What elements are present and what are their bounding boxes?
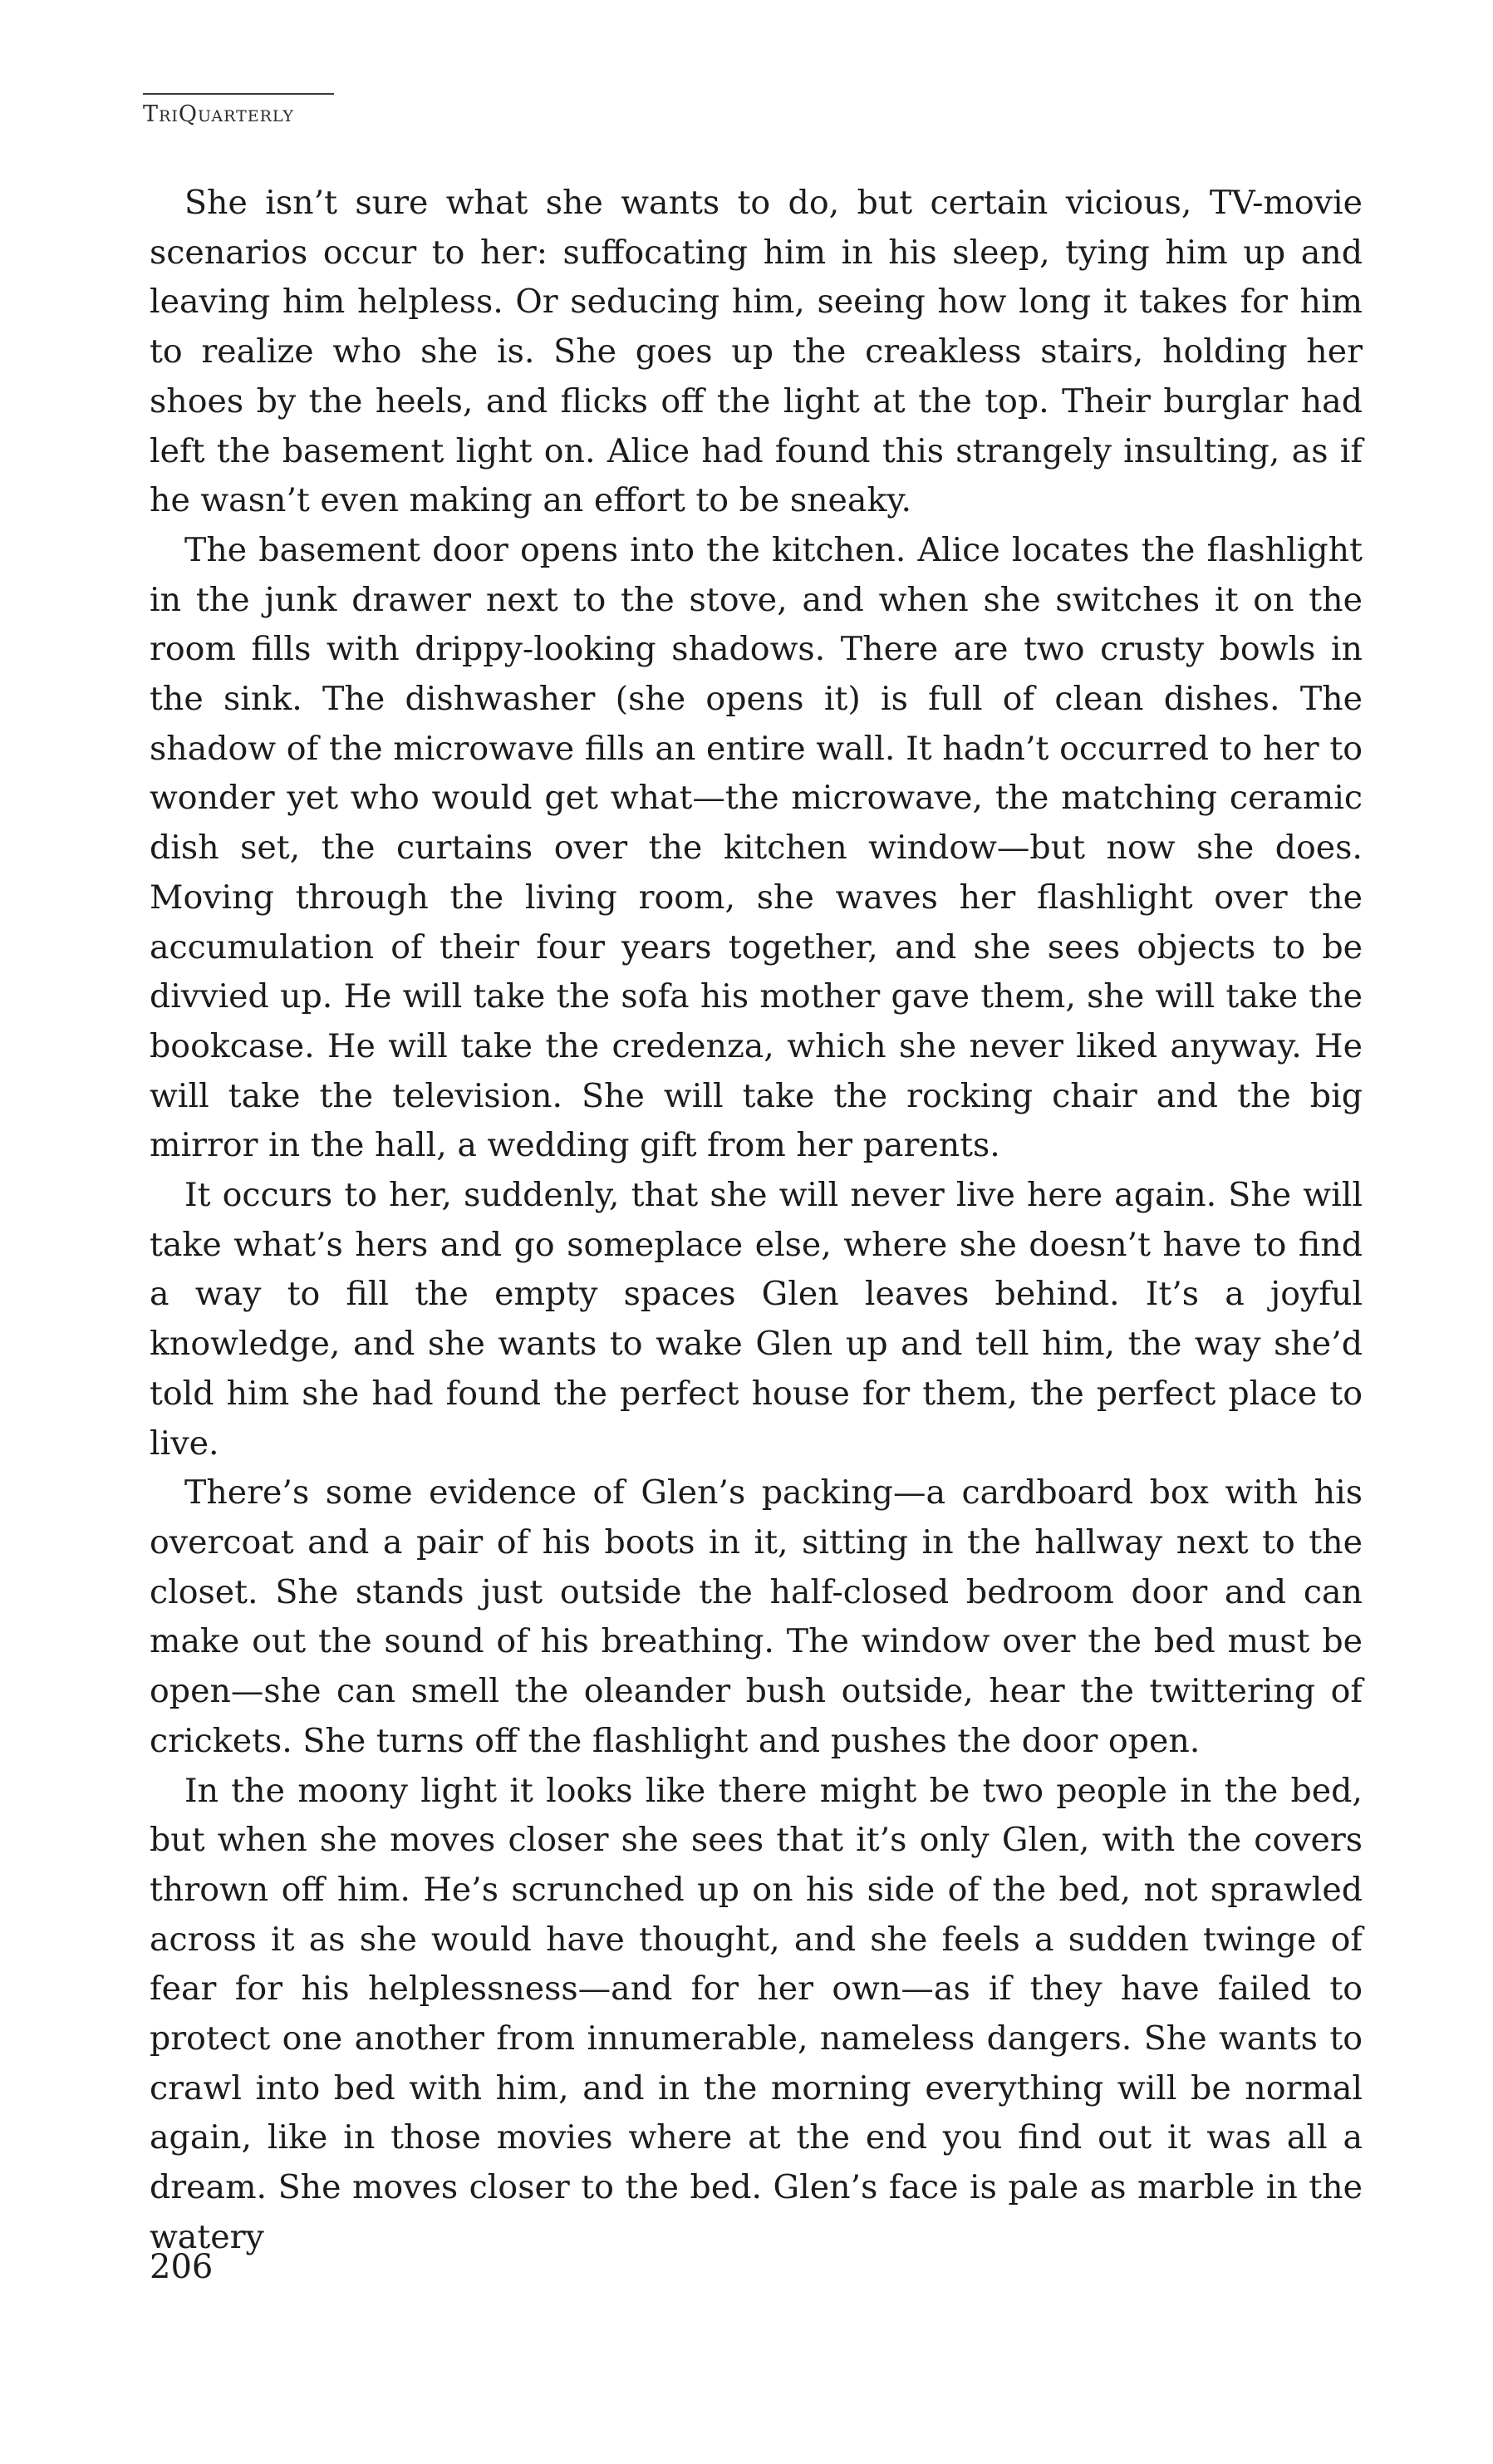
page-number: 206 [150,2248,214,2286]
paragraph: She isn’t sure what she wants to do, but certain vicious, TV-movie scenarios occur to her: suffocating him in his sleep, tying him up and leaving him helpless. Or seducing him, seeing how long it takes for him to realize who she is. She goes up the creakless stairs, holding her shoes by the heels, and flicks off the light at the top. Their burglar had left the basement light on. Alice had found this strangely insulting, as if he wasn’t even making an effort to be sneaky. [150,184,1363,520]
paragraph: The basement door opens into the kitchen. Alice locates the flashlight in the junk drawer next to the stove, and when she switches it on the room fills with drippy-looking shadows. There are two crusty bowls in the sink. The dishwasher (she opens it) is full of clean dishes. The shadow of the microwave fills an entire wall. It hadn’t occurred to her to wonder yet who would get what—the microwave, the matching ceramic dish set, the curtains over the kitchen window—but now she does. Moving through the living room, she waves her flashlight over the accumulation of their four years together, and she sees objects to be divvied up. He will take the sofa his mother gave them, she will take the bookcase. He will take the credenza, which she never liked anyway. He will take the television. She will take the rocking chair and the big mirror in the hall, a wedding gift from her parents. [150,530,1363,1165]
header-rule [143,93,334,95]
paragraph: It occurs to her, suddenly, that she will never live here again. She will take what’s hers and go someplace else, where she doesn’t have to find a way to fill the empty spaces Glen leaves behind. It’s a joyful knowledge, and she wants to wake Glen up and tell him, the way she’d told him she had found the perfect house for them, the perfect place to live. [150,1176,1363,1463]
paragraph: In the moony light it looks like there might be two people in the bed, but when she moves closer she sees that it’s only Glen, with the covers thrown off him. He’s scrunched up on his side of the bed, not sprawled across it as she would have thought, and she feels a sudden twinge of fear for his helplessness—and for her own—as if they have failed to protect one another from innumerable, nameless dangers. She wants to crawl into bed with him, and in the morning everything will be normal again, like in those movies where at the end you find out it was all a dream. She moves closer to the bed. Glen’s face is pale as marble in the watery [150,1771,1363,2256]
paragraph: There’s some evidence of Glen’s packing—a cardboard box with his overcoat and a pair of his boots in it, sitting in the hallway next to the closet. She stands just outside the half-closed bedroom door and can make out the sound of his breathing. The window over the bed must be open—she can smell the oleander bush outside, hear the twittering of crickets. She turns off the flashlight and pushes the door open. [150,1473,1363,1760]
body-text [150,179,1363,2263]
running-head: TriQuarterly [143,101,294,127]
